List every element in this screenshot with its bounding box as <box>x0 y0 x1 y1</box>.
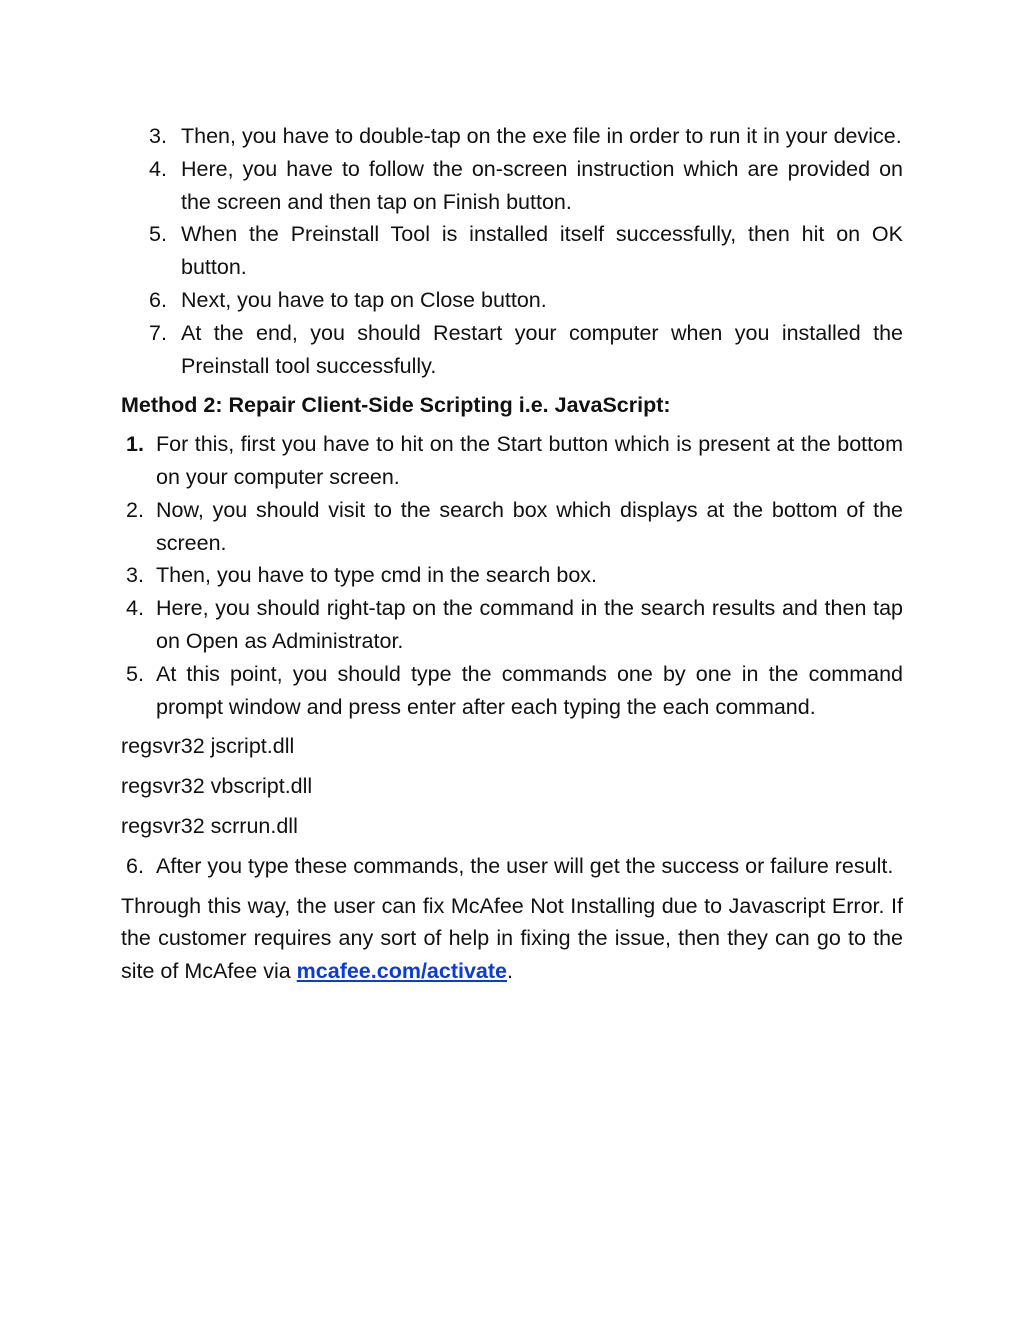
list-number: 4. <box>126 596 144 621</box>
list-number: 6. <box>149 287 167 312</box>
list-number: 5. <box>126 661 144 686</box>
list-item <box>121 592 903 658</box>
list-item <box>121 317 903 383</box>
list-item <box>121 850 903 883</box>
list-number: 1. <box>126 432 144 457</box>
list-text: Here, you have to follow the on-screen instruction which are provided on the screen and then tap on Finish button. <box>181 156 903 214</box>
list-item <box>121 218 903 284</box>
list-number: 3. <box>126 563 144 588</box>
command-line: regsvr32 jscript.dll <box>121 734 295 759</box>
list-item <box>121 559 903 592</box>
list-item <box>121 428 903 494</box>
list-text: For this, first you have to hit on the Start button which is present at the bottom on your computer screen. <box>156 432 903 489</box>
command-line: regsvr32 vbscript.dll <box>121 774 313 799</box>
list-text: At this point, you should type the commands one by one in the command prompt window and press enter after each typing the each command. <box>156 661 903 719</box>
document-page <box>121 120 903 1009</box>
list-item <box>121 658 903 724</box>
list-text: Here, you should right-tap on the command in the search results and then tap on Open as Administrator. <box>156 596 903 653</box>
list-number: 2. <box>126 497 144 522</box>
list-item <box>121 120 903 153</box>
method2-steps-list <box>121 428 903 723</box>
list-number: 5. <box>149 222 167 247</box>
closing-text: Through this way, the user can fix McAfee Not Installing due to Javascript Error. If the customer requires any sort of help in fixing the issue, then they can go to the site of McAfee via <box>121 893 903 984</box>
preinstall-steps-list <box>121 120 903 382</box>
method2-heading: Method 2: Repair Client-Side Scripting i.e. JavaScript: <box>121 393 671 418</box>
list-number: 7. <box>149 320 167 345</box>
command-line: regsvr32 scrrun.dll <box>121 813 298 838</box>
closing-paragraph <box>121 890 903 988</box>
list-item <box>121 284 903 317</box>
list-number: 6. <box>126 853 144 878</box>
mcafee-activate-link[interactable]: mcafee.com/activate <box>296 959 507 984</box>
closing-period: . <box>507 959 513 984</box>
list-text: At the end, you should Restart your computer when you installed the Preinstall tool successfully. <box>181 320 903 378</box>
list-text: Next, you have to tap on Close button. <box>181 287 547 312</box>
list-text: Now, you should visit to the search box which displays at the bottom of the screen. <box>156 497 903 555</box>
list-number: 4. <box>149 156 167 181</box>
list-text: When the Preinstall Tool is installed itself successfully, then hit on OK button. <box>181 222 903 280</box>
list-text: After you type these commands, the user will get the success or failure result. <box>156 853 894 878</box>
list-item <box>121 153 903 219</box>
method2-final-step <box>121 850 903 883</box>
list-item <box>121 494 903 560</box>
list-text: Then, you have to double-tap on the exe file in order to run it in your device. <box>181 124 902 148</box>
list-text: Then, you have to type cmd in the search box. <box>156 563 598 588</box>
list-number: 3. <box>149 124 167 148</box>
